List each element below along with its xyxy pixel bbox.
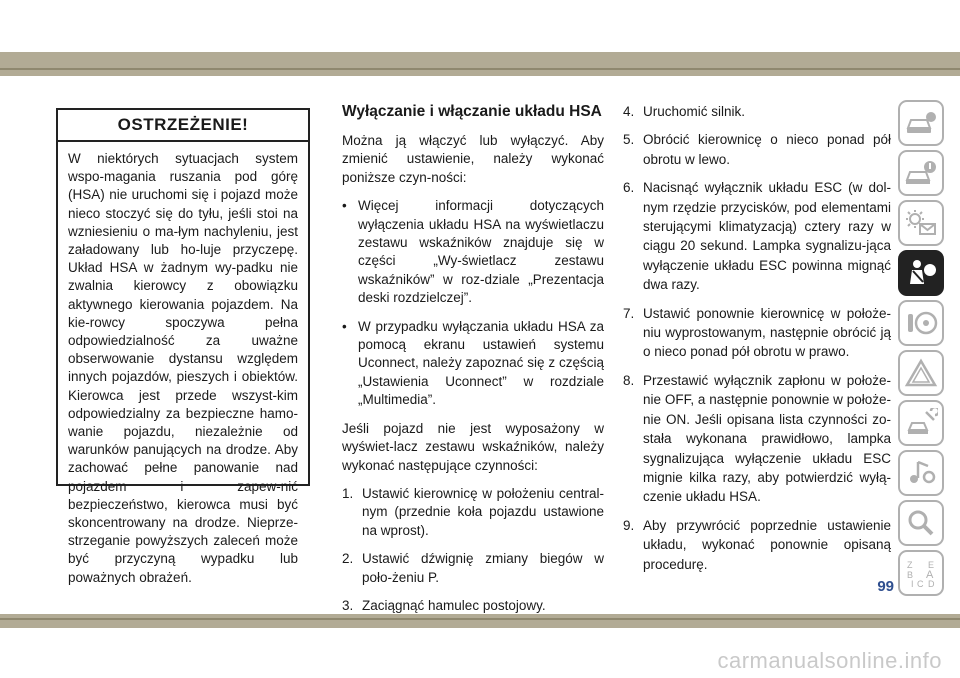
step-item: 9. Aby przywrócić poprzednie ustawienie układu, wykonać ponownie opisaną procedurę. xyxy=(623,517,891,572)
header-band xyxy=(0,52,960,76)
index-letter: B xyxy=(907,570,914,580)
tab-key-steering[interactable] xyxy=(898,300,944,346)
tab-car-warning[interactable] xyxy=(898,150,944,196)
index-letter: C xyxy=(917,579,924,588)
step-item: 2. Ustawić dźwignię zmiany biegów w poło-żeniu P. xyxy=(342,551,604,585)
tab-search[interactable] xyxy=(898,500,944,546)
airbag-seatbelt-icon xyxy=(904,258,938,288)
tab-airbag-seatbelt[interactable] xyxy=(898,250,944,296)
warning-box xyxy=(56,108,310,585)
step-item: 4. Uruchomić silnik. xyxy=(623,104,746,119)
step-item: 1. Ustawić kierownicę w położeniu central-nym (przednie koła pojazdu ustawione na wprost). xyxy=(342,485,604,538)
column-middle xyxy=(342,102,604,625)
index-letter: A xyxy=(926,569,934,581)
tab-car-info[interactable] xyxy=(898,100,944,146)
warning-title: OSTRZEŻENIE! xyxy=(58,110,308,142)
page-number: 99 xyxy=(877,578,894,595)
music-settings-icon xyxy=(904,458,938,488)
hazard-triangle-icon xyxy=(904,358,938,388)
section-heading: Wyłączanie i włączanie układu HSA xyxy=(342,103,602,120)
tab-hazard[interactable] xyxy=(898,350,944,396)
column-right xyxy=(623,102,891,583)
list-item: • Więcej informacji dotyczących wyłączenia układu HSA na wyświetlaczu zestawu wskaźników znajduje się w części „Wy-świetlacz zestawu wskaźników” w roz-dziale „Prezentacja deski rozdzielczej”. xyxy=(342,198,604,306)
step-item: 5. Obrócić kierownicę o nieco ponad pół obrotu w lewo. xyxy=(623,132,891,167)
footer-band xyxy=(0,614,960,628)
car-info-icon xyxy=(904,108,938,138)
bullet-mark: • xyxy=(342,318,347,334)
wrench-car-icon xyxy=(904,408,938,438)
step-item: 6. Nacisnąć wyłącznik układu ESC (w dol-nym rzędzie przycisków, pod elementami sterującymi klimatyzacją) cztery razy w ciągu 20 sekund. Lampka sygnalizu-jąca wyłączenie układu ESC powinna mignąć dwa razy. xyxy=(623,180,891,293)
bullet-mark: • xyxy=(342,198,347,214)
car-warning-icon xyxy=(904,158,938,188)
tab-music-settings[interactable] xyxy=(898,450,944,496)
lights-message-icon xyxy=(904,208,938,238)
section-intro: Można ją włączyć lub wyłączyć. Aby zmienić ustawienie, należy wykonać poniższe czyn-ności: xyxy=(342,133,604,185)
index-letter: Z xyxy=(907,560,913,570)
step-item: 3. Zaciągnąć hamulec postojowy. xyxy=(342,597,546,613)
tab-alphabet-index[interactable] xyxy=(898,550,944,596)
watermark-text: carmanualsonline.info xyxy=(717,648,942,673)
step-item: 8. Przestawić wyłącznik zapłonu w położe-nie OFF, a następnie ponownie w położe-nie ON. Jeśli opisana lista czynności zo-stała wykonana prawidłowo, lampka sygnalizująca wyłączenie układu ESC mignie kilka razy, aby potwierdzić wyłą-czenie układu HSA. xyxy=(623,372,891,505)
index-letter: D xyxy=(928,579,935,588)
tab-wrench-car[interactable] xyxy=(898,400,944,446)
chapter-tabs xyxy=(898,100,948,600)
key-steering-icon xyxy=(904,308,938,338)
index-letter: E xyxy=(928,560,935,570)
alphabet-index-icon xyxy=(904,558,938,588)
step-item: 7. Ustawić ponownie kierownicę w położe-niu wyprostowanym, następnie obrócić ją o nieco ponad pół obrotu w prawo. xyxy=(623,305,891,360)
warning-text: W niektórych sytuacjach system wspo-magania ruszania pod górę (HSA) nie uruchomi się i pojazd może nieco stoczyć się do tyłu, jeśli stoi na wzniesieniu o ma-łym nachyleniu, jest załadowany lub ho-luje przyczepę. Układ HSA w żadnym wy-padku nie zwalnia kierowcy z obowiązku aktywnego kierowania pojazdem. Na kie-rowcy spoczywa pełna odpowiedzialność za uważne obserwowanie dystansu względem innych pojazdów, pieszych i obiektów. Kierowca jest przede wszyst-kim odpowiedzialny za bezpieczne hamo-wanie pojazdu, niezależnie od warunków panujących na drodze. Aby zachować pełne panowanie nad pojazdem i zapew-nić bezpieczeństwo, kierowca musi być skoncentrowany na drodze. Nieprze-strzeganie powyższych zaleceń może być przyczyną wypadku lub poważnych obrażeń. xyxy=(68,151,298,585)
top-margin xyxy=(0,0,960,52)
section-note: Jeśli pojazd nie jest wyposażony w wyświet-lacz zestawu wskaźników, należy wykonać następujące czynności: xyxy=(342,420,604,473)
list-item: • W przypadku wyłączania układu HSA za pomocą ekranu ustawień systemu Uconnect, należy zapoznać się z częścią „Ustawienia Uconnect” w rozdziale „Multimedia”. xyxy=(342,318,604,408)
index-letter: I xyxy=(911,579,914,588)
magnifier-icon xyxy=(904,508,938,538)
tab-lights-message[interactable] xyxy=(898,200,944,246)
